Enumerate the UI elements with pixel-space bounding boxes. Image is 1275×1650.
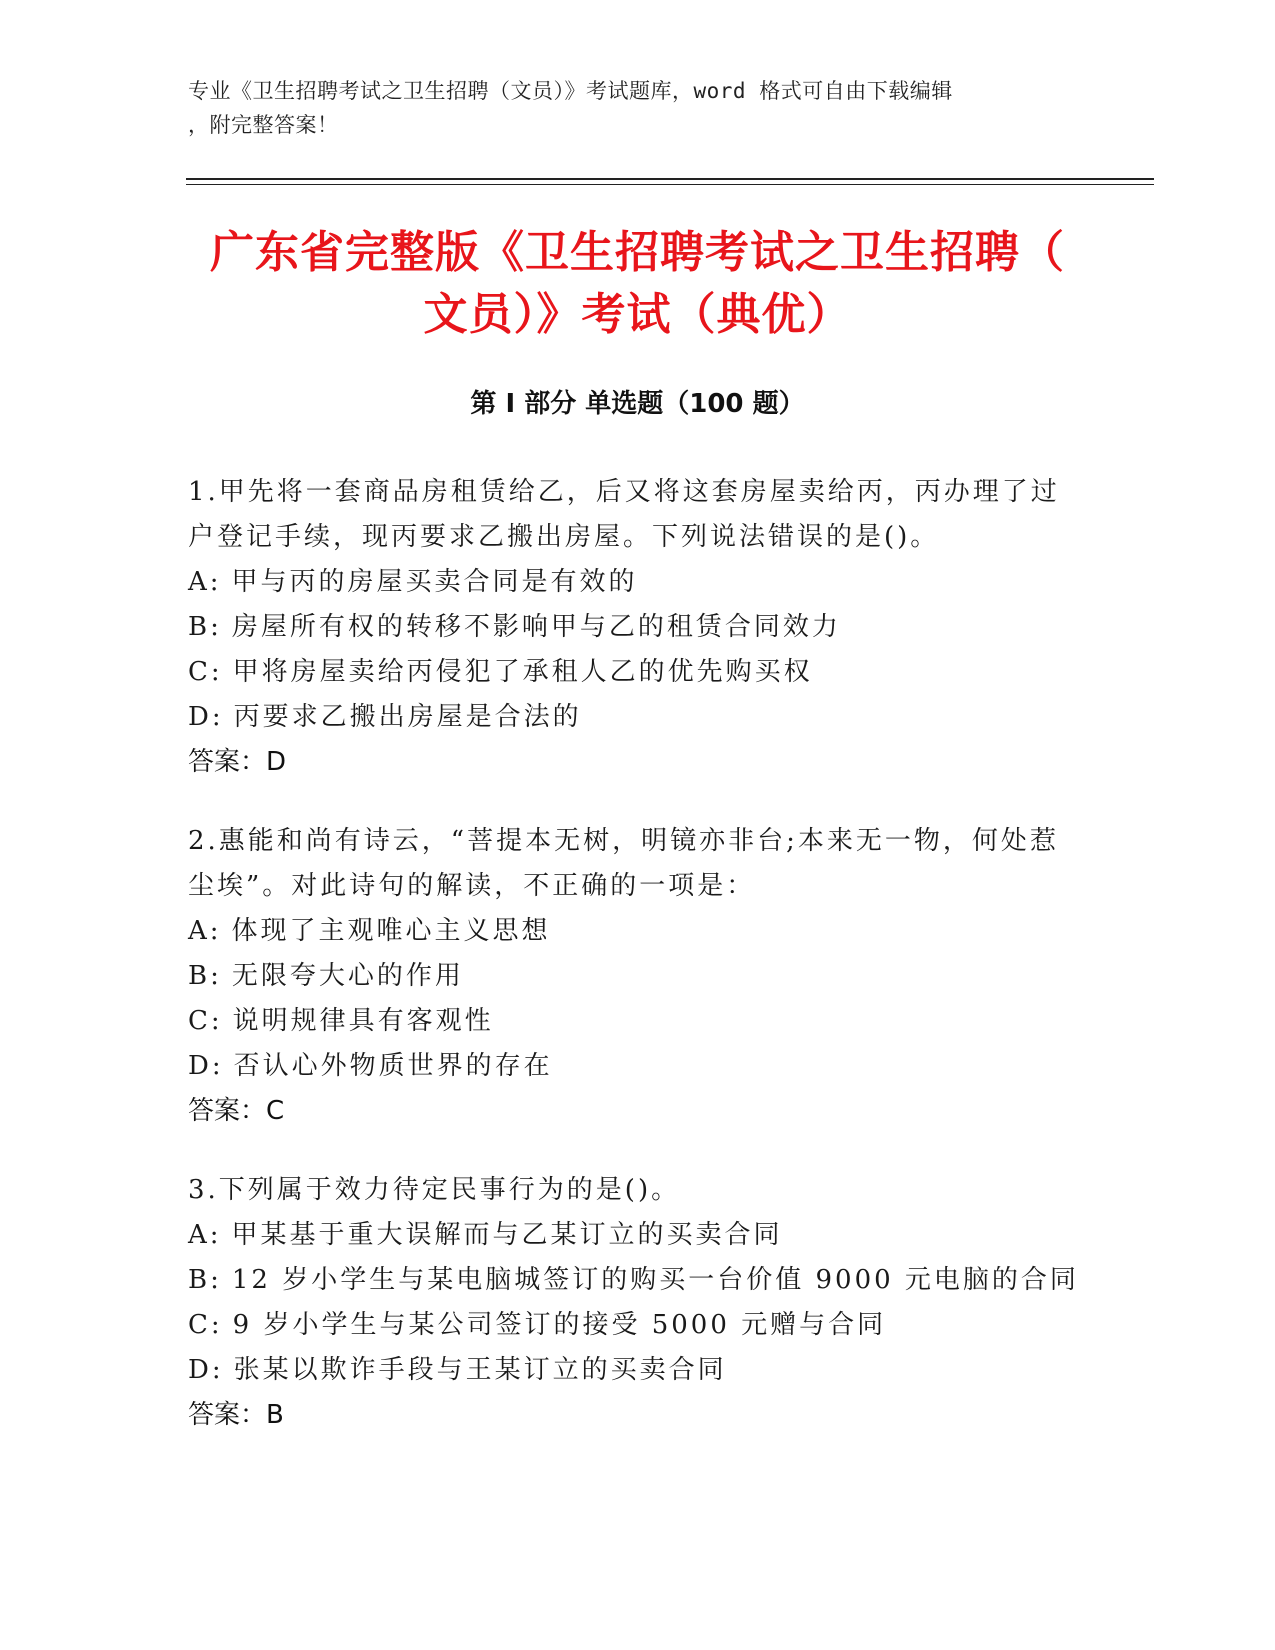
option-a: [188, 560, 1088, 605]
question-stem-line-1: 1.甲先将一套商品房租赁给乙，后又将这套房屋卖给丙，丙办理了过: [188, 477, 1060, 507]
option-a: [188, 1213, 1088, 1258]
option-key: B:: [188, 612, 222, 642]
option-key: C:: [188, 657, 223, 687]
option-key: B:: [188, 961, 222, 991]
option-key: A:: [188, 567, 222, 597]
option-text: 张某以欺诈手段与王某订立的买卖合同: [233, 1355, 727, 1385]
option-text: 甲某基于重大误解而与乙某订立的买卖合同: [231, 1220, 783, 1250]
option-text: 甲与丙的房屋买卖合同是有效的: [231, 567, 638, 597]
option-key: D:: [188, 1355, 224, 1385]
question-list: [188, 470, 1088, 1472]
option-b: [188, 605, 1088, 650]
question-3: [188, 1168, 1088, 1438]
option-text: 12 岁小学生与某电脑城签订的购买一台价值 9000 元电脑的合同: [231, 1265, 1079, 1295]
option-b: [188, 1258, 1088, 1303]
question-stem-line-2: 户登记手续，现丙要求乙搬出房屋。下列说法错误的是()。: [188, 522, 940, 552]
option-c: [188, 650, 1088, 695]
option-key: D:: [188, 702, 224, 732]
question-1: [188, 470, 1088, 785]
option-b: [188, 954, 1088, 999]
option-text: 甲将房屋卖给丙侵犯了承租人乙的优先购买权: [232, 657, 813, 687]
question-stem: [188, 1168, 1088, 1213]
header-note: [188, 74, 1068, 142]
option-c: [188, 1303, 1088, 1348]
option-text: 体现了主观唯心主义思想: [231, 916, 551, 946]
option-d: [188, 1044, 1088, 1089]
question-2: [188, 819, 1088, 1134]
header-note-line-2: ，附完整答案！: [188, 113, 339, 137]
question-stem: [188, 470, 1088, 560]
question-stem-line-1: 3.下列属于效力待定民事行为的是()。: [188, 1175, 681, 1205]
option-text: 否认心外物质世界的存在: [233, 1051, 553, 1081]
option-key: B:: [188, 1265, 222, 1295]
option-key: D:: [188, 1051, 224, 1081]
option-key: A:: [188, 916, 222, 946]
header-divider-thick: [186, 178, 1154, 180]
option-text: 说明规律具有客观性: [232, 1006, 494, 1036]
question-stem-line-1: 2.惠能和尚有诗云，“菩提本无树，明镜亦非台;本来无一物，何处惹: [188, 826, 1059, 856]
option-c: [188, 999, 1088, 1044]
option-key: C:: [188, 1006, 223, 1036]
option-text: 丙要求乙搬出房屋是合法的: [233, 702, 582, 732]
option-text: 9 岁小学生与某公司签订的接受 5000 元赠与合同: [232, 1310, 887, 1340]
option-text: 房屋所有权的转移不影响甲与乙的租赁合同效力: [231, 612, 841, 642]
option-d: [188, 1348, 1088, 1393]
option-d: [188, 695, 1088, 740]
option-text: 无限夸大心的作用: [231, 961, 464, 991]
header-note-line-1: 专业《卫生招聘考试之卫生招聘（文员）》考试题库，word 格式可自由下载编辑: [188, 79, 953, 103]
answer-label: 答案：D: [188, 747, 287, 777]
question-stem: [188, 819, 1088, 909]
section-heading: 第 I 部分 单选题（100 题）: [470, 389, 805, 419]
answer-label: 答案：B: [188, 1400, 284, 1430]
document-title-line-1: 广东省完整版《卫生招聘考试之卫生招聘（: [210, 227, 1065, 278]
answer-label: 答案：C: [188, 1096, 285, 1126]
header-divider-thin: [186, 184, 1154, 185]
question-stem-line-2: 尘埃”。对此诗句的解读，不正确的一项是：: [188, 871, 756, 901]
document-title: [150, 222, 1125, 346]
document-title-line-2: 文员）》考试（典优）: [423, 289, 852, 340]
option-a: [188, 909, 1088, 954]
option-key: A:: [188, 1220, 222, 1250]
option-key: C:: [188, 1310, 223, 1340]
